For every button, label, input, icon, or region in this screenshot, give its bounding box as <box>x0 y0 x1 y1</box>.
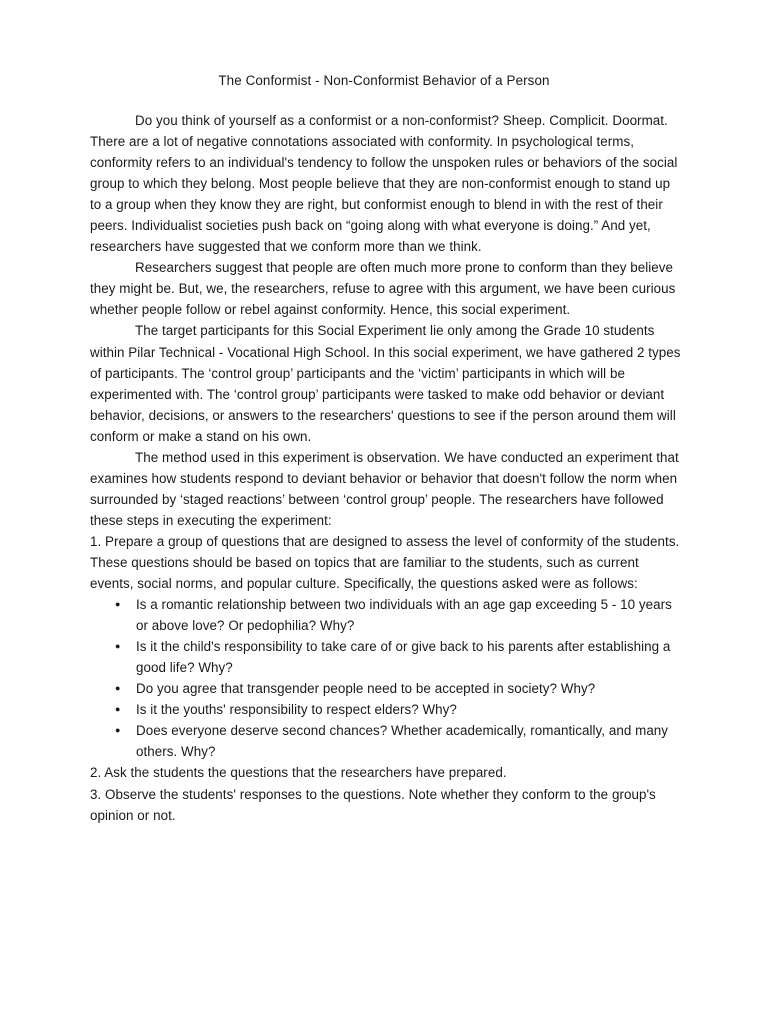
paragraph-method: The method used in this experiment is observation. We have conducted an experiment that examines how students respond to deviant behavior or behavior that doesn't follow the norm when surrounded by ‘staged reactions’ between ‘control group’ people. The researchers have followed these steps in executing the experiment: <box>90 449 679 528</box>
list-item <box>90 720 682 762</box>
step-2: 2. Ask the students the questions that the researchers have prepared. <box>90 765 507 781</box>
bullet-icon: ● <box>115 641 121 652</box>
question-text: Is a romantic relationship between two individuals with an age gap exceeding 5 - 10 years or above love? Or pedophilia? Why? <box>136 597 672 634</box>
list-item <box>90 594 682 636</box>
document-title: The Conformist - Non-Conformist Behavior of a Person <box>218 73 550 88</box>
question-text: Is it the child's responsibility to take care of or give back to his parents after establishing a good life? Why? <box>136 639 671 676</box>
step-3: 3. Observe the students' responses to the questions. Note whether they conform to the group's opinion or not. <box>90 786 656 823</box>
bullet-icon: ● <box>115 599 121 610</box>
question-list <box>90 594 682 762</box>
paragraph-intro: Do you think of yourself as a conformist or a non-conformist? Sheep. Complicit. Doormat. There are a lot of negative connotations associated with conformity. In psychological terms, conformity refers to an individual's tendency to follow the unspoken rules or behaviors of the social group to which they belong. Most people believe that they are non-conformist enough to stand up to a group when they know they are right, but conformist enough to blend in with the rest of their peers. Individualist societies push back on “going along with what everyone is doing.” And yet, researchers have suggested that we conform more than we think. <box>90 113 678 255</box>
bullet-icon: ● <box>115 704 121 715</box>
paragraph-participants: The target participants for this Social Experiment lie only among the Grade 10 students within Pilar Technical - Vocational High School. In this social experiment, we have gathered 2 types of participants. The ‘control group’ participants and the ‘victim’ participants in which will be experimented with. The ‘control group’ participants were tasked to make odd behavior or deviant behavior, decisions, or answers to the researchers' questions to see if the person around them will conform or make a stand on his own. <box>90 323 681 444</box>
list-item <box>90 636 682 678</box>
step-1: 1. Prepare a group of questions that are designed to assess the level of conformity of the students. These questions should be based on topics that are familiar to the students, such as current events, social norms, and popular culture. Specifically, the questions asked were as follows: <box>90 533 680 592</box>
question-text: Is it the youths' responsibility to respect elders? Why? <box>136 702 457 718</box>
bullet-icon: ● <box>115 725 121 736</box>
question-text: Do you agree that transgender people need to be accepted in society? Why? <box>136 681 596 697</box>
bullet-icon: ● <box>115 683 121 694</box>
list-item <box>90 678 682 699</box>
question-text: Does everyone deserve second chances? Whether academically, romantically, and many others. Why? <box>136 723 669 760</box>
document-body <box>90 110 682 826</box>
list-item <box>90 699 682 720</box>
paragraph-researchers: Researchers suggest that people are often much more prone to conform than they believe they might be. But, we, the researchers, refuse to agree with this argument, we have been curious whether people follow or rebel against conformity. Hence, this social experiment. <box>90 260 676 318</box>
